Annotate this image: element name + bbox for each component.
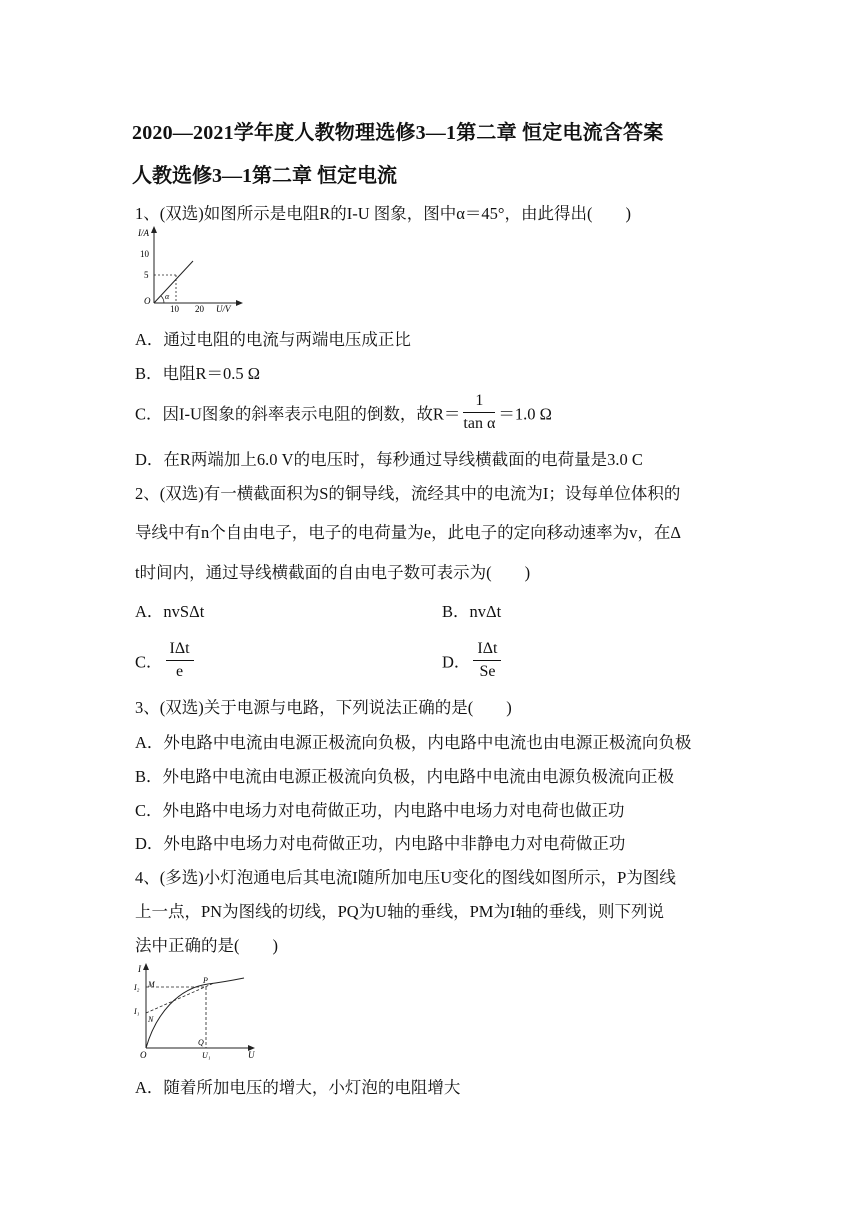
q2-option-d-denominator: Se <box>479 663 496 680</box>
q1-option-c-numerator: 1 <box>463 392 495 413</box>
q1-y-tick-10: 10 <box>140 249 149 259</box>
q2-option-d-fraction <box>473 640 501 681</box>
q3-option-d: D．外电路中电场力对电荷做正功，内电路中非静电力对电荷做正功 <box>135 834 626 853</box>
q1-option-c-text: C．因I-U图象的斜率表示电阻的倒数，故R＝ <box>135 404 461 424</box>
q4-m-label: M <box>148 980 155 989</box>
q1-x-tick-20: 20 <box>195 304 204 313</box>
q4-stem-line3: 法中正确的是( ) <box>135 936 278 955</box>
q1-iu-graph <box>138 223 248 313</box>
q2-option-c-label: C． <box>135 652 163 672</box>
q3-stem: 3、(双选)关于电源与电路，下列说法正确的是( ) <box>135 698 512 717</box>
q4-option-a: A．随着所加电压的增大，小灯泡的电阻增大 <box>135 1078 461 1097</box>
q1-option-c-fraction <box>463 392 495 433</box>
q2-option-a: A．nvSΔt <box>135 602 205 621</box>
q1-option-c-denominator: tan α <box>463 415 496 432</box>
q2-option-c-numerator: IΔt <box>166 640 194 661</box>
q2-option-c <box>135 640 197 681</box>
q2-stem-line3: t时间内，通过导线横截面的自由电子数可表示为( ) <box>135 563 531 582</box>
q2-option-b: B．nvΔt <box>442 602 502 621</box>
q4-n-label: N <box>148 1015 154 1024</box>
q1-option-c-result: ＝1.0 Ω <box>498 404 552 424</box>
q3-option-c: C．外电路中电场力对电荷做正功，内电路中电场力对电荷也做正功 <box>135 801 625 820</box>
q4-lamp-iu-graph <box>134 958 260 1062</box>
q1-y-tick-5: 5 <box>144 270 149 280</box>
q4-q-label: Q <box>198 1038 204 1047</box>
q4-origin-label: O <box>140 1050 147 1060</box>
q4-stem-line1: 4、(多选)小灯泡通电后其电流I随所加电压U变化的图线如图所示，P为图线 <box>135 868 676 887</box>
q1-angle-label: α <box>165 292 170 301</box>
q1-option-c <box>135 392 552 433</box>
q2-option-c-fraction <box>166 640 194 681</box>
q4-stem-line2: 上一点，PN为图线的切线，PQ为U轴的垂线，PM为I轴的垂线，则下列说 <box>135 902 664 921</box>
q3-option-a: A．外电路中电流由电源正极流向负极，内电路中电流也由电源正极流向负极 <box>135 733 692 752</box>
q4-p-label: P <box>203 976 208 985</box>
q1-x-tick-10: 10 <box>170 304 179 313</box>
q1-option-a: A．通过电阻的电流与两端电压成正比 <box>135 330 411 349</box>
q1-y-axis-label: I/A <box>138 228 149 238</box>
q4-x-axis-label: U <box>248 1050 255 1060</box>
q1-x-axis-label: U/V <box>216 304 231 313</box>
q1-option-b: B．电阻R＝0.5 Ω <box>135 364 261 383</box>
q4-i1-label: I₁ <box>134 1007 140 1016</box>
q4-y-axis-label: I <box>138 964 141 974</box>
q4-i2-label: I₂ <box>134 983 140 992</box>
q2-option-d <box>442 640 504 681</box>
chapter-heading: 人教选修3—1第二章 恒定电流 <box>132 165 397 187</box>
q3-option-b: B．外电路中电流由电源正极流向负极，内电路中电流由电源负极流向正极 <box>135 767 675 786</box>
q1-origin-label: O <box>144 296 151 306</box>
q4-u1-label: U₁ <box>202 1051 211 1060</box>
q1-option-d: D．在R两端加上6.0 V的电压时，每秒通过导线横截面的电荷量是3.0 C <box>135 450 643 469</box>
q2-option-c-denominator: e <box>175 663 184 680</box>
q1-stem: 1、(双选)如图所示是电阻R的I-U 图象，图中α＝45°，由此得出( ) <box>135 204 632 223</box>
q2-option-d-numerator: IΔt <box>473 640 501 661</box>
q2-option-d-label: D． <box>442 652 471 672</box>
document-title: 2020—2021学年度人教物理选修3—1第二章 恒定电流含答案 <box>132 122 664 144</box>
q2-stem-line2: 导线中有n个自由电子，电子的电荷量为e，此电子的定向移动速率为v，在Δ <box>135 523 681 542</box>
q2-stem-line1: 2、(双选)有一横截面积为S的铜导线，流经其中的电流为I；设每单位体积的 <box>135 484 681 503</box>
